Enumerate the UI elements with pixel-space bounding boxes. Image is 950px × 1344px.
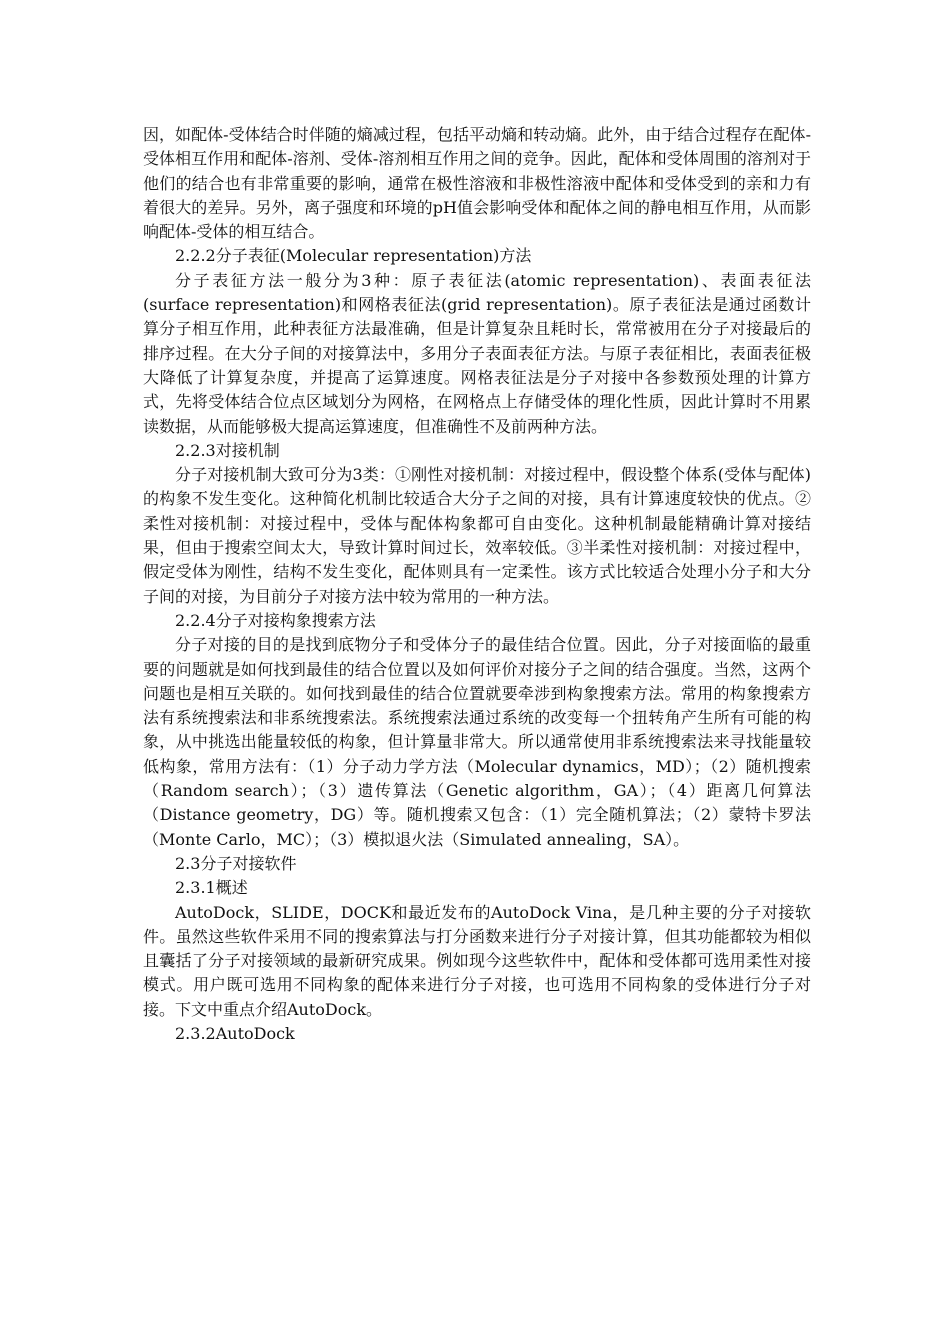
document-body <box>143 123 811 1046</box>
heading-2-2-3: 2.2.3对接机制 <box>175 440 280 460</box>
paragraph-solvent-effects: 因，如配体-受体结合时伴随的熵减过程，包括平动熵和转动熵。此外，由于结合过程存在配体-受体相互作用和配体-溶剂、受体-溶剂相互作用之间的竞争。因此，配体和受体周围的溶剂对于他们的结合也有非常重要的影响，通常在极性溶液和非极性溶液中配体和受体受到的亲和力有着很大的差异。另外，离子强度和环境的pH值会影响受体和配体之间的静电相互作用，从而影响配体-受体的相互结合。 <box>143 125 811 242</box>
heading-2-3-2: 2.3.2AutoDock <box>175 1023 295 1043</box>
paragraph-molecular-representation: 分子表征方法一般分为3种：原子表征法(atomic representation)、表面表征法(surface representation)和网格表征法(grid representation)。原子表征法是通过函数计算分子相互作用，此种表征方法最准确，但是计算复杂且耗时长，常常被用在分子对接最后的排序过程。在大分子间的对接算法中，多用分子表面表征方法。与原子表征相比，表面表征极大降低了计算复杂度，并提高了运算速度。网格表征法是分子对接中各参数预处理的计算方式，先将受体结合位点区域划分为网格，在网格点上存储受体的理化性质，因此计算时不用累读数据，从而能够极大提高运算速度，但准确性不及前两种方法。 <box>143 270 811 436</box>
heading-2-2-4: 2.2.4分子对接构象搜索方法 <box>175 610 376 630</box>
paragraph-docking-software: AutoDock，SLIDE，DOCK和最近发布的AutoDock Vina，是几种主要的分子对接软件。虽然这些软件采用不同的搜索算法与打分函数来进行分子对接计算，但其功能都较为相似且囊括了分子对接领域的最新研究成果。例如现今这些软件中，配体和受体都可选用柔性对接模式。用户既可选用不同构象的配体来进行分子对接，也可选用不同构象的受体进行分子对接。下文中重点介绍AutoDock。 <box>143 902 811 1019</box>
heading-2-3-1: 2.3.1概述 <box>175 878 248 898</box>
paragraph-conformation-search: 分子对接的目的是找到底物分子和受体分子的最佳结合位置。因此，分子对接面临的最重要的问题就是如何找到最佳的结合位置以及如何评价对接分子之间的结合强度。当然，这两个问题也是相互关联的。如何找到最佳的结合位置就要牵涉到构象搜索方法。常用的构象搜索方法有系统搜索法和非系统搜索法。系统搜索法通过系统的改变每一个扭转角产生所有可能的构象，从中挑选出能量较低的构象，但计算量非常大。所以通常使用非系统搜索法来寻找能量较低构象，常用方法有：（1）分子动力学方法（Molecular dynamics，MD）；（2）随机搜索（Random search）；（3）遗传算法（Genetic algorithm，GA）；（4）距离几何算法（Distance geometry，DG）等。随机搜索又包含：（1）完全随机算法；（2）蒙特卡罗法（Monte Carlo，MC）；（3）模拟退火法（Simulated annealing，SA）。 <box>143 635 811 849</box>
heading-2-2-2: 2.2.2分子表征(Molecular representation)方法 <box>175 246 532 266</box>
heading-2-3: 2.3分子对接软件 <box>175 853 297 873</box>
paragraph-docking-mechanism: 分子对接机制大致可分为3类：①刚性对接机制：对接过程中，假设整个体系(受体与配体)的构象不发生变化。这种简化机制比较适合大分子之间的对接，具有计算速度较快的优点。②柔性对接机制：对接过程中，受体与配体构象都可自由变化。这种机制最能精确计算对接结果，但由于搜索空间太大，导致计算时间过长，效率较低。③半柔性对接机制：对接过程中，假定受体为刚性，结构不发生变化，配体则具有一定柔性。该方式比较适合处理小分子和大分子间的对接，为目前分子对接方法中较为常用的一种方法。 <box>143 465 811 606</box>
